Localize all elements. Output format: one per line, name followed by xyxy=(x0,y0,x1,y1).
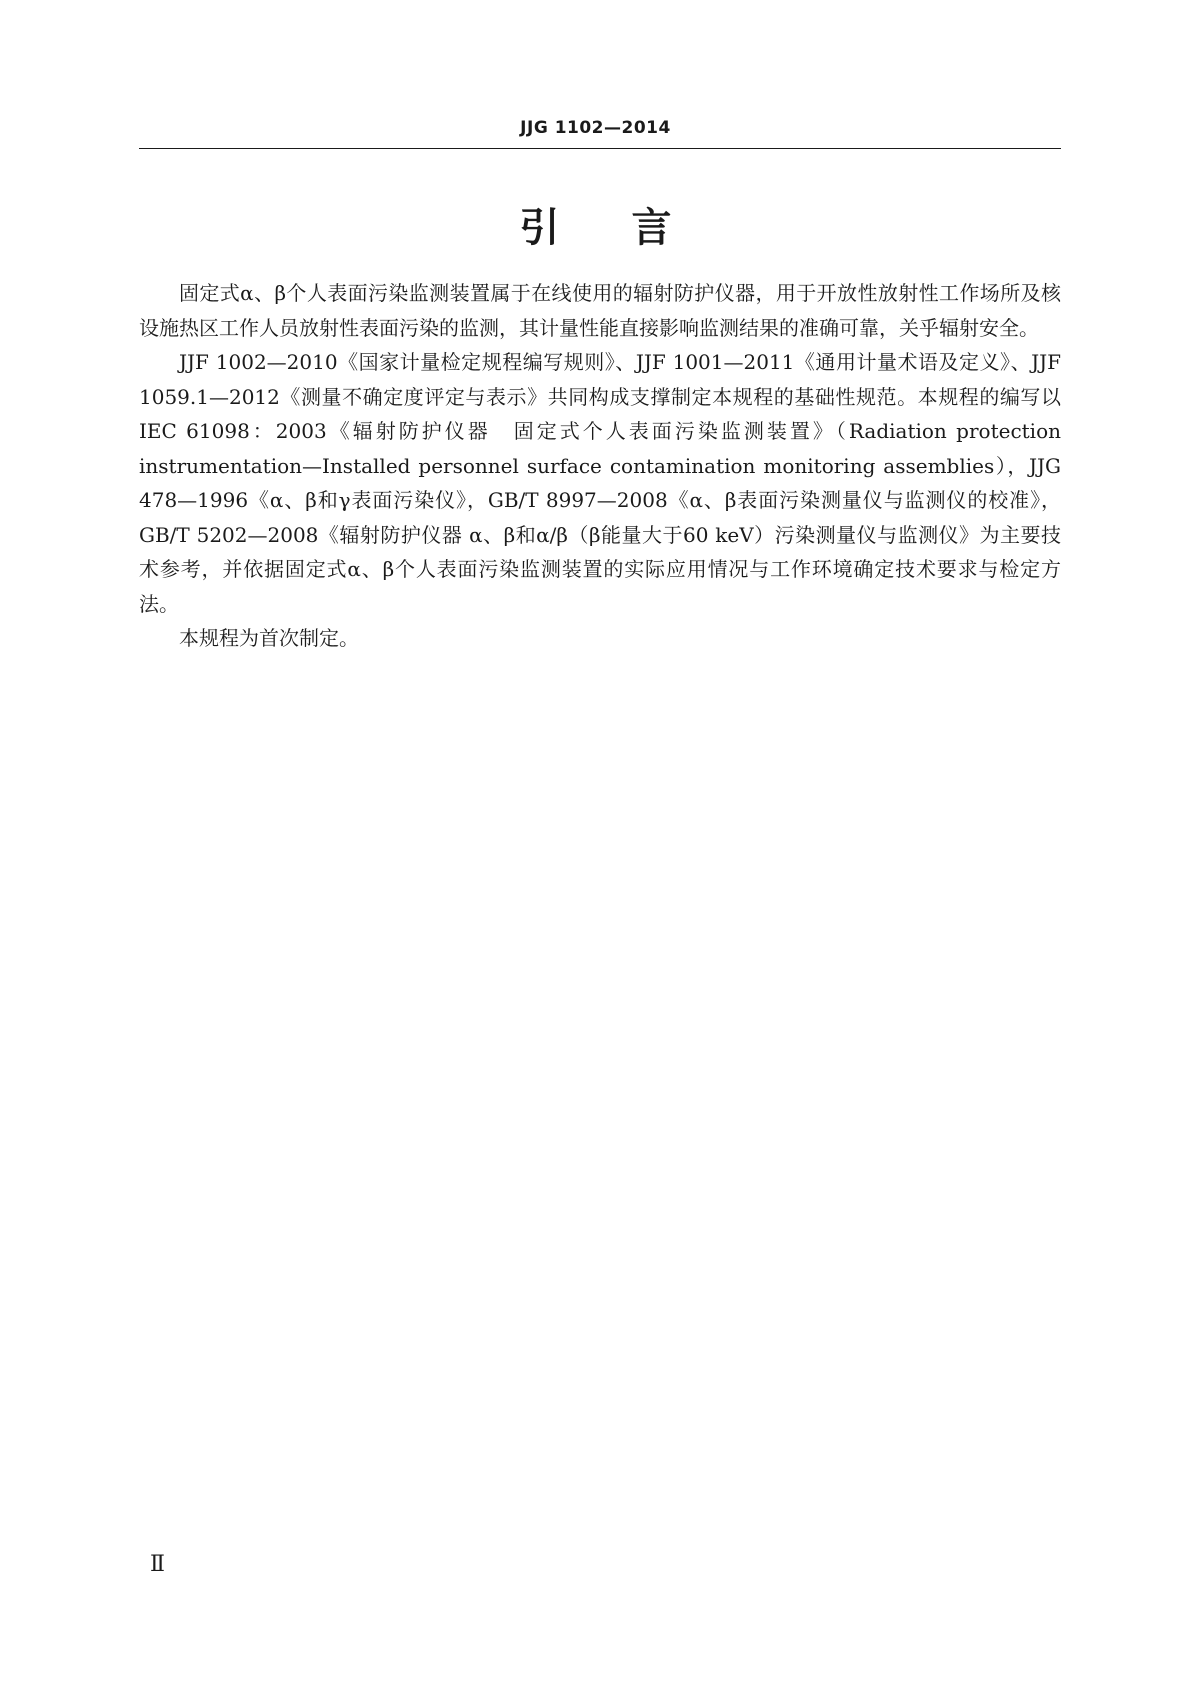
paragraph-2: JJF 1002—2010《国家计量检定规程编写规则》、JJF 1001—2011《通用计量术语及定义》、JJF 1059.1—2012《测量不确定度评定与表示》共同构成支撑制定本规程的基础性规范。本规程的编写以IEC 61098：2003《辐射防护仪器 固定式个人表面污染监测装置》（Radiation protection instrumentation—Installed personnel surface contamination monitoring assemblies），JJG 478—1996《α、β和γ表面污染仪》，GB/T 8997—2008《α、β表面污染测量仪与监测仪的校准》，GB/T 5202—2008《辐射防护仪器 α、β和α/β（β能量大于60 keV）污染测量仪与监测仪》为主要技术参考，并依据固定式α、β个人表面污染监测装置的实际应用情况与工作环境确定技术要求与检定方法。 xyxy=(139,350,1061,616)
page-number: Ⅱ xyxy=(150,1552,165,1577)
section-title: 引言 xyxy=(519,205,744,251)
paragraph-1: 固定式α、β个人表面污染监测装置属于在线使用的辐射防护仪器，用于开放性放射性工作场所及核设施热区工作人员放射性表面污染的监测，其计量性能直接影响监测结果的准确可靠，关乎辐射安全。 xyxy=(139,281,1061,340)
body-text xyxy=(139,276,1061,656)
paragraph-3: 本规程为首次制定。 xyxy=(179,626,359,650)
standard-code-header: JJG 1102—2014 xyxy=(520,118,671,138)
header-divider xyxy=(139,148,1061,149)
